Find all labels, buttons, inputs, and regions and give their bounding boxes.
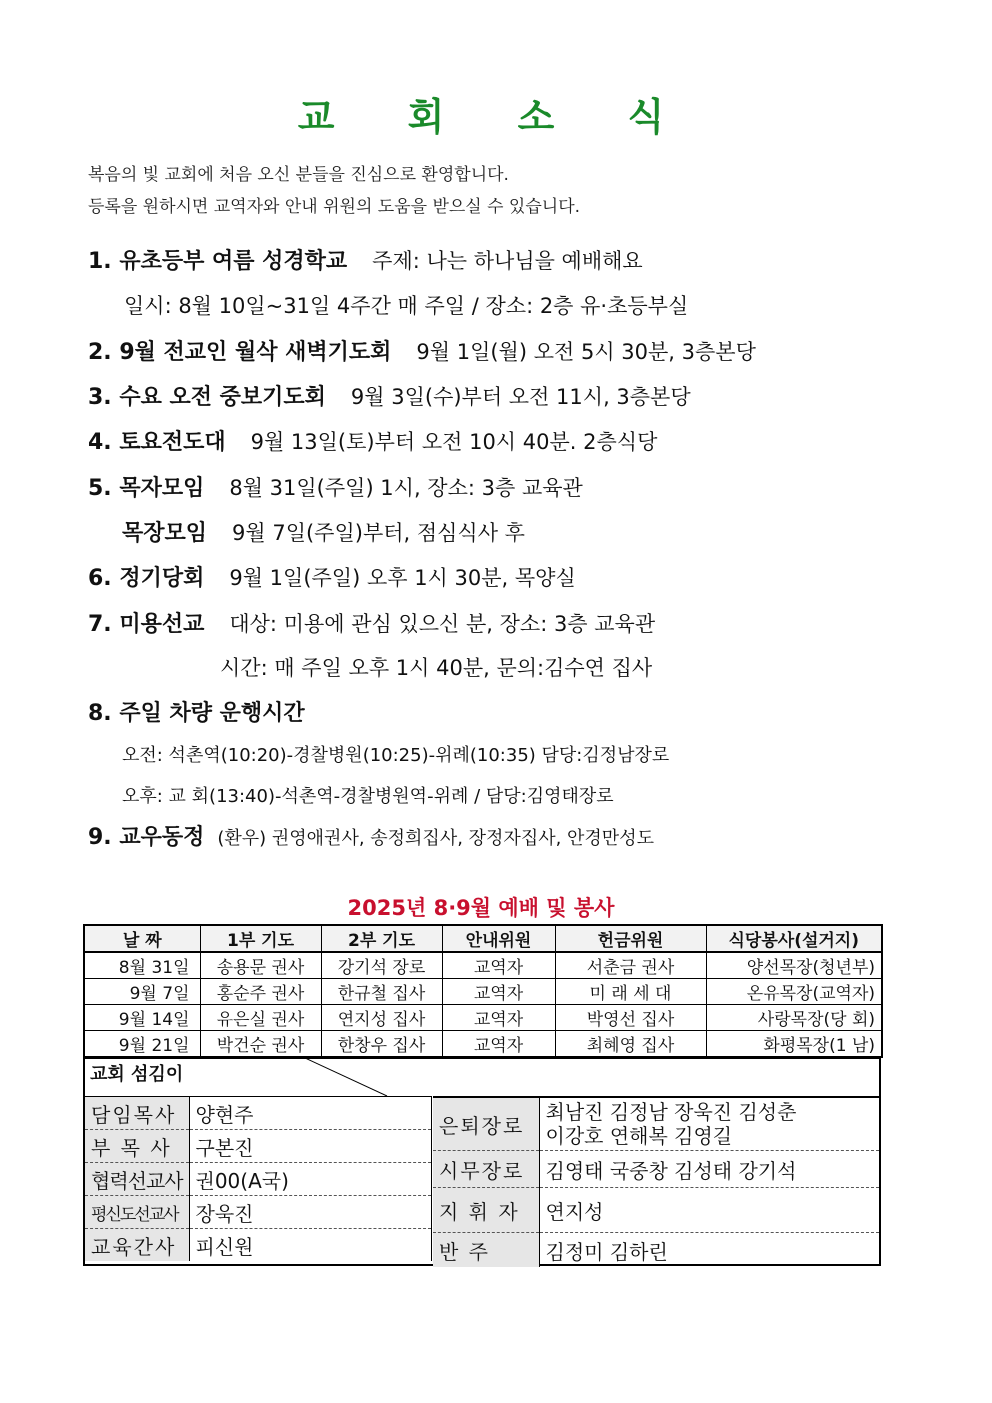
staff-role: 협력선교사 <box>85 1163 189 1196</box>
page-title: 교 회 소 식 <box>297 95 695 139</box>
staff-name-line-2: 이강호 연해복 김영길 <box>545 1124 733 1148</box>
diagonal-divider <box>305 1058 395 1098</box>
staff-name: 연지성 <box>539 1188 879 1233</box>
cell-prayer-1: 홍순주 권사 <box>200 979 321 1005</box>
staff-name <box>539 1097 879 1151</box>
cell-usher: 교역자 <box>442 1005 555 1031</box>
notice-6-detail: 9월 1일(주일) 오후 1시 30분, 목양실 <box>229 566 576 590</box>
notice-5b-detail: 9월 7일(주일)부터, 점심식사 후 <box>232 521 525 545</box>
notice-9-heading: 9. 교우동정 <box>88 825 205 850</box>
vehicle-afternoon: 오후: 교 회(13:40)-석촌역-경찰병원역-위례 / 담당:김영태장로 <box>122 786 614 807</box>
notice-4 <box>88 425 657 456</box>
cell-offering: 서춘금 권사 <box>555 952 706 979</box>
notice-6 <box>88 561 576 592</box>
staff-right-table <box>433 1096 879 1267</box>
welcome-text: 복음의 빛 교회에 처음 오신 분들을 진심으로 환영합니다. <box>88 165 509 185</box>
notice-5b-heading: 목장모임 <box>122 521 208 546</box>
notice-5 <box>88 471 583 502</box>
header-prayer-1: 1부 기도 <box>200 925 321 952</box>
header-date: 날 짜 <box>84 925 200 952</box>
header-kitchen: 식당봉사(설거지) <box>706 925 882 952</box>
staff-name: 김정미 김하린 <box>545 1239 668 1264</box>
staff-name: 구본진 <box>189 1130 431 1163</box>
header-prayer-2: 2부 기도 <box>321 925 442 952</box>
staff-role: 평신도선교사 <box>85 1196 189 1229</box>
cell-date: 9월 7일 <box>84 979 200 1005</box>
notice-2 <box>88 335 756 366</box>
notice-5-detail: 8월 31일(주일) 1시, 장소: 3층 교육관 <box>229 476 583 500</box>
cell-date: 9월 21일 <box>84 1031 200 1058</box>
staff-role: 부 목 사 <box>85 1130 189 1163</box>
notice-9 <box>88 820 654 851</box>
header-usher: 안내위원 <box>442 925 555 952</box>
notice-7-heading: 7. 미용선교 <box>88 612 205 637</box>
notice-1-detail: 주제: 나는 하나님을 예배해요 <box>372 249 643 273</box>
schedule-title: 2025년 8·9월 예배 및 봉사 <box>347 896 615 920</box>
notice-5-heading: 5. 목자모임 <box>88 476 205 501</box>
notice-2-heading: 2. 9월 전교인 월삭 새벽기도회 <box>88 340 392 365</box>
notice-1-heading: 1. 유초등부 여름 성경학교 <box>88 249 348 274</box>
notice-7 <box>88 607 655 638</box>
notice-7-detail: 대상: 미용에 관심 있으신 분, 장소: 3층 교육관 <box>229 612 656 636</box>
staff-row <box>85 1196 431 1229</box>
cell-date: 8월 31일 <box>84 952 200 979</box>
notice-7-time: 시간: 매 주일 오후 1시 40분, 문의:김수연 집사 <box>220 656 653 680</box>
cell-prayer-1: 박건순 권사 <box>200 1031 321 1058</box>
table-row <box>84 952 882 979</box>
notice-1-schedule: 일시: 8월 10일~31일 4주간 매 주일 / 장소: 2층 유·초등부실 <box>124 294 689 318</box>
staff-name: 권00(A국) <box>189 1163 431 1196</box>
cell-prayer-2: 한규철 집사 <box>321 979 442 1005</box>
staff-name: 양현주 <box>189 1097 431 1130</box>
notice-4-detail: 9월 13일(토)부터 오전 10시 40분. 2층식당 <box>250 430 658 454</box>
notice-3-detail: 9월 3일(수)부터 오전 11시, 3층본당 <box>350 385 691 409</box>
staff-role: 시무장로 <box>433 1151 539 1188</box>
cell-offering: 미 래 세 대 <box>555 979 706 1005</box>
cell-kitchen: 사랑목장(당 회) <box>706 1005 882 1031</box>
cell-prayer-1: 송용문 권사 <box>200 952 321 979</box>
cell-kitchen: 온유목장(교역자) <box>706 979 882 1005</box>
notice-4-heading: 4. 토요전도대 <box>88 430 226 455</box>
cell-usher: 교역자 <box>442 979 555 1005</box>
registration-text: 등록을 원하시면 교역자와 안내 위원의 도움을 받으실 수 있습니다. <box>88 197 581 217</box>
vehicle-morning: 오전: 석촌역(10:20)-경찰병원(10:25)-위례(10:35) 담당:김정남장로 <box>122 745 670 766</box>
notice-8-heading: 8. 주일 차량 운행시간 <box>88 701 305 726</box>
cell-usher: 교역자 <box>442 1031 555 1058</box>
staff-role: 은퇴장로 <box>433 1097 539 1151</box>
notice-6-heading: 6. 정기당회 <box>88 566 205 591</box>
cell-prayer-2: 한창우 집사 <box>321 1031 442 1058</box>
staff-row <box>85 1130 431 1163</box>
staff-row <box>85 1229 431 1262</box>
cell-offering: 박영선 집사 <box>555 1005 706 1031</box>
header-offering: 헌금위원 <box>555 925 706 952</box>
staff-role: 지 휘 자 <box>433 1188 539 1233</box>
notice-3 <box>88 380 691 411</box>
cell-kitchen: 양선목장(청년부) <box>706 952 882 979</box>
worship-schedule-table <box>83 924 883 1058</box>
cell-offering: 최혜영 집사 <box>555 1031 706 1058</box>
staff-row <box>433 1097 879 1151</box>
staff-name: 장욱진 <box>189 1196 431 1229</box>
staff-name-line-1: 최남진 김정남 장욱진 김성춘 <box>545 1100 797 1124</box>
table-row <box>84 1005 882 1031</box>
notice-5b <box>122 516 525 547</box>
notice-9-detail: (환우) 권영애권사, 송정희집사, 장정자집사, 안경만성도 <box>217 828 654 849</box>
staff-heading: 교회 섬김이 <box>90 1064 184 1085</box>
cell-prayer-1: 유은실 권사 <box>200 1005 321 1031</box>
notice-3-heading: 3. 수요 오전 중보기도회 <box>88 385 326 410</box>
staff-name: 피신원 <box>195 1234 254 1259</box>
cell-usher: 교역자 <box>442 952 555 979</box>
staff-row <box>433 1151 879 1188</box>
table-row <box>84 979 882 1005</box>
staff-row <box>433 1188 879 1233</box>
cell-prayer-2: 강기석 장로 <box>321 952 442 979</box>
staff-row <box>85 1163 431 1196</box>
notice-2-detail: 9월 1일(월) 오전 5시 30분, 3층본당 <box>416 340 756 364</box>
notice-1 <box>88 244 643 275</box>
staff-role: 교육간사 <box>85 1229 189 1262</box>
cell-prayer-2: 연지성 집사 <box>321 1005 442 1031</box>
staff-left-table <box>85 1096 432 1261</box>
notice-8 <box>88 696 305 727</box>
staff-row <box>85 1097 431 1130</box>
cell-kitchen: 화평목장(1 남) <box>706 1031 882 1058</box>
staff-role: 담임목사 <box>85 1097 189 1130</box>
table-row <box>84 1031 882 1058</box>
table-header-row <box>84 925 882 952</box>
staff-row <box>433 1233 879 1268</box>
staff-role: 반 주 <box>433 1233 539 1268</box>
staff-name: 김영태 국중창 김성태 강기석 <box>539 1151 879 1188</box>
cell-date: 9월 14일 <box>84 1005 200 1031</box>
